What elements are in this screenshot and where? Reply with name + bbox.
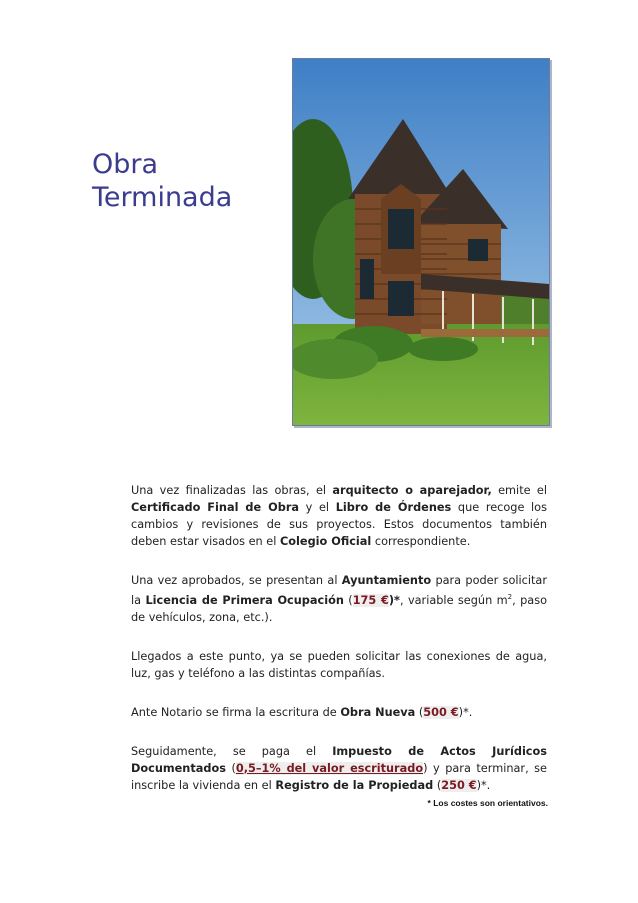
- bold-text: Libro de Órdenes: [335, 501, 452, 514]
- text: ) y para terminar, se inscribe la vivienda en el: [131, 761, 547, 792]
- bold-text: Impuesto de Actos Jurídicos Documentados: [131, 744, 547, 775]
- footnote: * Los costes son orientativos.: [427, 798, 548, 808]
- text: y el: [299, 501, 336, 514]
- paragraph-impuesto: [131, 743, 547, 794]
- text: , paso de vehículos, zona, etc.).: [131, 593, 547, 624]
- text: Una vez finalizadas las obras, el: [131, 484, 333, 497]
- title-line-2: Terminada: [92, 182, 233, 213]
- text: )*.: [458, 705, 473, 719]
- bold-text: Licencia de Primera Ocupación: [145, 593, 344, 607]
- text: Una vez aprobados, se presentan al: [131, 574, 342, 587]
- text: , variable según m: [399, 593, 508, 607]
- bold-text: Registro de la Propiedad: [275, 778, 434, 792]
- bold-text: )*: [388, 593, 400, 607]
- superscript: 2: [507, 593, 513, 601]
- text: (: [415, 705, 424, 719]
- paragraph-finalizacion: [131, 482, 547, 550]
- bold-text: arquitecto o aparejador,: [332, 484, 492, 497]
- cost-highlight: 500 €: [423, 705, 459, 719]
- text: que recoge los cambios y revisiones de sus proyectos. Estos documentos también deben estar visados en el: [131, 501, 547, 548]
- text: Seguidamente, se paga el: [131, 744, 333, 758]
- cost-highlight: 250 €: [441, 778, 477, 792]
- text: (: [225, 761, 236, 775]
- text: emite el: [491, 484, 548, 497]
- cost-highlight: 175 €: [352, 593, 389, 607]
- paragraph-conexiones: [131, 648, 547, 682]
- title-line-1: Obra: [92, 149, 159, 180]
- house-photo: [292, 58, 550, 426]
- paragraph-licencia: [131, 572, 547, 626]
- bold-text: Obra Nueva: [340, 705, 416, 719]
- log-house-photo-icon: [293, 59, 549, 425]
- text: correspondiente.: [371, 535, 471, 548]
- text: )*.: [476, 778, 491, 792]
- text: (: [433, 778, 442, 792]
- text: Ante Notario se firma la escritura de: [131, 705, 341, 719]
- bold-text: Certificado Final de Obra: [131, 501, 300, 514]
- page-title: [92, 148, 232, 214]
- body-text: [131, 482, 547, 794]
- bold-text: Colegio Oficial: [280, 535, 372, 548]
- bold-text: Ayuntamiento: [341, 574, 432, 587]
- cost-highlight: 0,5–1% del valor escriturado: [235, 761, 424, 775]
- paragraph-notario: [131, 704, 547, 721]
- text: (: [343, 593, 353, 607]
- text: Llegados a este punto, ya se pueden solicitar las conexiones de agua, luz, gas y teléfono a las distintas compañías.: [131, 649, 547, 680]
- text: para poder solicitar la: [131, 574, 547, 607]
